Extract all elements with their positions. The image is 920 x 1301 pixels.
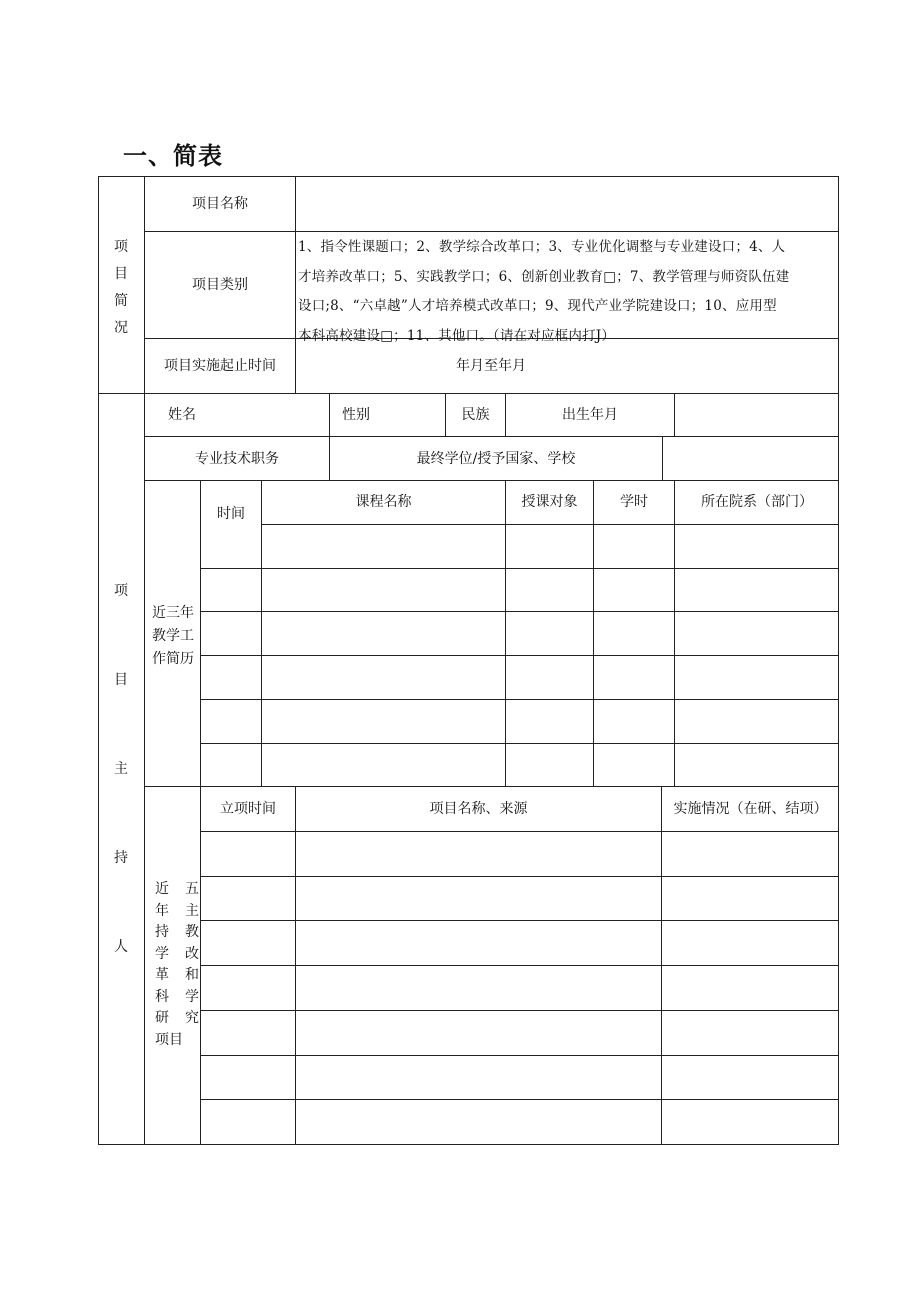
projects-label-char: 科 [155, 988, 169, 1005]
category-line: 本科高校建设□；11、其他口。（请在对应框内打J） [298, 327, 616, 344]
project-name-label: 项目名称 [192, 196, 248, 212]
projects-label-char: 研 [155, 1010, 169, 1026]
teaching-cell[interactable] [506, 656, 593, 699]
projects-label-row [155, 901, 199, 923]
project-cell[interactable] [296, 1011, 661, 1055]
overview-side-char: 目 [114, 266, 128, 282]
projects-label-char: 学 [185, 988, 199, 1005]
projects-label-char: 学 [155, 945, 169, 962]
projects-label-char: 年 [155, 902, 169, 919]
project-cell[interactable] [662, 877, 839, 920]
teaching-cell[interactable] [594, 744, 674, 786]
title-label: 专业技术职务 [195, 451, 279, 467]
teaching-cell[interactable] [201, 612, 261, 655]
teaching-header-hours: 学时 [620, 494, 648, 510]
teaching-cell[interactable] [201, 700, 261, 743]
teaching-cell[interactable] [262, 569, 505, 611]
teaching-cell[interactable] [201, 656, 261, 699]
overview-side-char: 况 [114, 320, 128, 336]
projects-label-row [155, 965, 199, 987]
teaching-cell[interactable] [675, 612, 839, 655]
category-line: 设口;8、“六卓越”人才培养模式改革口；9、现代产业学院建设口；10、应用型 [298, 298, 777, 314]
teaching-cell[interactable] [675, 656, 839, 699]
teaching-cell[interactable] [594, 525, 674, 568]
project-category-label: 项目类别 [192, 277, 248, 293]
project-category-options[interactable] [298, 233, 838, 351]
projects-label-char: 近 [155, 881, 169, 897]
teaching-cell[interactable] [506, 744, 593, 786]
teaching-header-course: 课程名称 [355, 494, 412, 510]
page-heading: 一、简表 [123, 142, 223, 170]
projects-header-status: 实施情况（在研、结项） [673, 801, 828, 817]
projects-label-row [155, 879, 199, 901]
project-name-field[interactable] [296, 177, 838, 231]
host-side-char: 人 [114, 939, 128, 955]
teaching-cell[interactable] [506, 612, 593, 655]
overview-side-char: 简 [114, 293, 128, 309]
project-cell[interactable] [201, 877, 295, 920]
project-cell[interactable] [296, 966, 661, 1010]
project-period-field[interactable]: 年月至年月 [456, 358, 526, 374]
birth-label: 出生年月 [562, 407, 618, 423]
projects-label-char: 究 [185, 1010, 199, 1026]
projects-label-row [155, 922, 199, 944]
teaching-cell[interactable] [675, 525, 839, 568]
projects-label-char: 革 [155, 967, 169, 983]
project-cell[interactable] [296, 1100, 661, 1144]
project-cell[interactable] [662, 921, 839, 965]
category-line: 才培养改革口；5、实践教学口；6、创新创业教育□；7、教学管理与师资队伍建 [298, 268, 790, 285]
teaching-cell[interactable] [675, 700, 839, 743]
projects-label-tail: 项目 [155, 1031, 183, 1048]
teaching-cell[interactable] [262, 612, 505, 655]
teaching-cell[interactable] [201, 569, 261, 611]
projects-label-char: 和 [185, 967, 199, 983]
teaching-cell[interactable] [594, 700, 674, 743]
project-cell[interactable] [662, 832, 839, 876]
teaching-cell[interactable] [262, 656, 505, 699]
projects-label-row [155, 1008, 199, 1030]
project-cell[interactable] [201, 1011, 295, 1055]
project-cell[interactable] [201, 1056, 295, 1099]
overview-side-char: 项 [114, 239, 128, 255]
projects-label-row [155, 987, 199, 1009]
project-cell[interactable] [296, 832, 661, 876]
teaching-section-label [146, 602, 200, 671]
teaching-cell[interactable] [675, 744, 839, 786]
projects-section-label [155, 879, 199, 1051]
project-cell[interactable] [662, 1056, 839, 1099]
teaching-cell[interactable] [506, 525, 593, 568]
name-label: 姓名 [168, 407, 196, 423]
project-cell[interactable] [201, 966, 295, 1010]
projects-label-char: 主 [185, 902, 199, 919]
teaching-cell[interactable] [201, 525, 261, 568]
teaching-cell[interactable] [675, 569, 839, 611]
category-line: 1、指令性课题口；2、教学综合改革口；3、专业优化调整与专业建设口；4、人 [298, 239, 786, 255]
teaching-cell[interactable] [594, 656, 674, 699]
project-cell[interactable] [662, 1011, 839, 1055]
project-period-label: 项目实施起止时间 [164, 358, 276, 374]
ethnicity-label: 民族 [461, 407, 490, 423]
project-cell[interactable] [296, 877, 661, 920]
teaching-cell[interactable] [594, 569, 674, 611]
teaching-header-time: 时间 [217, 506, 245, 522]
host-side-char: 持 [114, 850, 128, 866]
teaching-cell[interactable] [594, 612, 674, 655]
host-side-char: 主 [114, 761, 128, 777]
degree-label: 最终学位/授予国家、学校 [416, 451, 576, 467]
projects-label-char: 改 [185, 945, 199, 962]
host-side-char: 项 [114, 583, 128, 599]
projects-header-name: 项目名称、来源 [429, 801, 528, 817]
projects-label-char: 教 [185, 924, 199, 940]
project-cell[interactable] [662, 1100, 839, 1144]
project-cell[interactable] [201, 921, 295, 965]
teaching-cell[interactable] [201, 744, 261, 786]
teaching-header-department: 所在院系（部门） [701, 494, 813, 510]
projects-label-row [155, 944, 199, 966]
project-cell[interactable] [296, 921, 661, 965]
projects-label-char: 五 [185, 881, 199, 897]
summary-table [98, 176, 839, 1145]
teaching-label-line: 近三年 [152, 605, 194, 621]
project-cell[interactable] [201, 1100, 295, 1144]
teaching-label-line: 教学工 [152, 628, 194, 644]
project-cell[interactable] [662, 966, 839, 1010]
teaching-cell[interactable] [506, 569, 593, 611]
teaching-cell[interactable] [262, 525, 505, 568]
project-cell[interactable] [201, 832, 295, 876]
teaching-cell[interactable] [262, 700, 505, 743]
project-cell[interactable] [296, 1056, 661, 1099]
teaching-cell[interactable] [506, 700, 593, 743]
host-side-char: 目 [114, 672, 128, 688]
projects-header-date: 立项时间 [220, 801, 276, 817]
teaching-cell[interactable] [262, 744, 505, 786]
teaching-header-audience: 授课对象 [521, 494, 578, 510]
teaching-label-line: 作简历 [152, 651, 194, 667]
projects-label-char: 持 [155, 924, 169, 940]
gender-label: 性别 [342, 407, 370, 423]
